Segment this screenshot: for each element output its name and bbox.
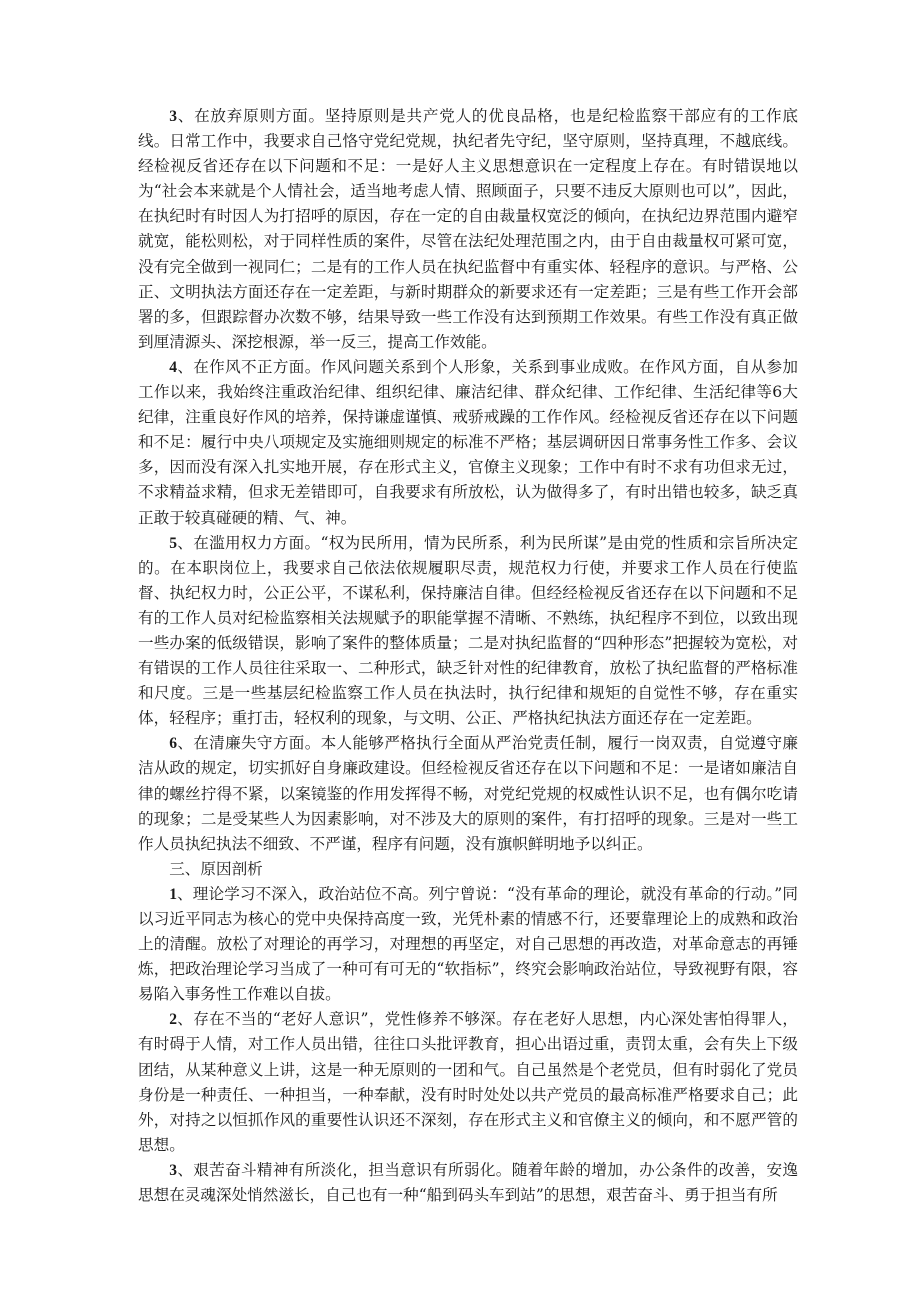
paragraph-number: 6	[169, 735, 177, 753]
paragraph-work-style	[138, 355, 798, 531]
paragraph-power-abuse	[138, 531, 798, 732]
paragraph-text: 、在作风不正方面。作风问题关系到个人形象，关系到事业成败。在作风方面，自从参加工作以来，我始终注重政治纪律、组织纪律、廉洁纪律、群众纪律、工作纪律、生活纪律等6大纪律，注重良好作风的培养，保持谦虚谨慎、戒骄戒躁的工作作风。经检视反省还存在以下问题和不足：履行中央八项规定及实施细则规定的标准不严格；基层调研因日常事务性工作多、会议多，因而没有深入扎实地开展，存在形式主义，官僚主义现象；工作中有时不求有功但求无过，不求精益求精，但求无差错即可，自我要求有所放松，认为做得多了，有时出错也较多，缺乏真正敢于较真碰硬的精、气、神。	[138, 357, 798, 527]
paragraph-text: 、在滥用权力方面。“权为民所用，情为民所系，利为民所谋”是由党的性质和宗旨所决定的。在本职岗位上，我要求自己依法依规履职尽责，规范权力行使，并要求工作人员在行使监督、执纪权力时，公正公平，不谋私利，保持廉洁自律。但经经检视反省还存在以下问题和不足有的工作人员对纪检监察相关法规赋予的职能掌握不清晰、不熟练，执纪程序不到位，以致出现一些办案的低级错误，影响了案件的整体质量；二是对执纪监督的“四种形态”把握较为宽松，对有错误的工作人员往往采取一、二种形式，缺乏针对性的纪律教育，放松了执纪监督的严格标准和尺度。三是一些基层纪检监察工作人员在执法时，执行纪律和规矩的自觉性不够，存在重实体，轻程序；重打击，轻权利的现象，与文明、公正、严格执纪执法方面还存在一定差距。	[138, 533, 798, 728]
paragraph-number: 3	[169, 1161, 177, 1179]
paragraph-number: 1	[169, 885, 177, 903]
paragraph-number: 5	[169, 534, 177, 552]
section-heading-text: 三、原因剖析	[169, 859, 263, 878]
paragraph-text: 、艰苦奋斗精神有所淡化，担当意识有所弱化。随着年龄的增加，办公条件的改善，安逸思想在灵魂深处悄然滋长，自己也有一种“船到码头车到站”的思想，艰苦奋斗、勇于担当有所	[138, 1160, 798, 1205]
section-heading	[138, 857, 798, 882]
paragraph-theory-study	[138, 882, 798, 1007]
paragraph-integrity	[138, 731, 798, 856]
paragraph-nice-guy	[138, 1007, 798, 1158]
paragraph-text: 、存在不当的“老好人意识”，党性修养不够深。存在老好人思想，内心深处害怕得罪人，有时碍于人情，对工作人员出错，往往口头批评教育，担心出语过重，责罚太重，会有失上下级团结，从某种意义上讲，这是一种无原则的一团和气。自己虽然是个老党员，但有时弱化了党员身份是一种责任、一种担当，一种奉献，没有时时处处以共产党员的最高标准严格要求自己；此外，对持之以恒抓作风的重要性认识还不深刻，存在形式主义和官僚主义的倾向，和不愿严管的思想。	[138, 1010, 798, 1154]
paragraph-principle	[138, 104, 798, 355]
paragraph-text: 、在放弃原则方面。坚持原则是共产党人的优良品格，也是纪检监察干部应有的工作底线。日常工作中，我要求自己恪守党纪党规，执纪者先守纪，坚守原则，坚持真理，不越底线。经检视反省还存在以下问题和不足：一是好人主义思想意识在一定程度上存在。有时错误地以为“社会本来就是个人情社会，适当地考虑人情、照顾面子，只要不违反大原则也可以”，因此，在执纪时有时因人为打招呼的原因，存在一定的自由裁量权宽泛的倾向，在执纪边界范围内避窄就宽，能松则松，对于同样性质的案件，尽管在法纪处理范围之内，由于自由裁量权可紧可宽，没有完全做到一视同仁；二是有的工作人员在执纪监督中有重实体、轻程序的意识。与严格、公正、文明执法方面还存在一定差距，与新时期群众的新要求还有一定差距；三是有些工作开会部署的多，但跟踪督办次数不够，结果导致一些工作没有达到预期工作效果。有些工作没有真正做到厘清源头、深挖根源，举一反三，提高工作效能。	[138, 107, 798, 351]
paragraph-text: 、理论学习不深入，政治站位不高。列宁曾说：“没有革命的理论，就没有革命的行动。”同以习近平同志为核心的党中央保持高度一致，光凭朴素的情感不行，还要靠理论上的成熟和政治上的清醒。放松了对理论的再学习，对理想的再坚定，对自己思想的再改造，对革命意志的再锤炼，把政治理论学习当成了一种可有可无的“软指标”，终究会影响政治站位，导致视野有限，容易陷入事务性工作难以自拔。	[138, 884, 798, 1004]
paragraph-hard-work	[138, 1158, 798, 1208]
paragraph-number: 4	[169, 358, 177, 376]
paragraph-number: 2	[169, 1011, 177, 1029]
paragraph-number: 3	[169, 108, 177, 125]
paragraph-text: 、在清廉失守方面。本人能够严格执行全面从严治党责任制，履行一岗双责，自觉遵守廉洁从政的规定，切实抓好自身廉政建设。但经检视反省还存在以下问题和不足：一是诸如廉洁自律的螺丝拧得不紧，以案镜鉴的作用发挥得不畅，对党纪党规的权威性认识不足，也有偶尔吃请的现象；二是受某些人为因素影响，对不涉及大的原则的案件，有打招呼的现象。三是对一些工作人员执纪执法不细致、不严谨，程序有问题，没有旗帜鲜明地予以纠正。	[138, 734, 798, 853]
document-body	[138, 104, 798, 1208]
